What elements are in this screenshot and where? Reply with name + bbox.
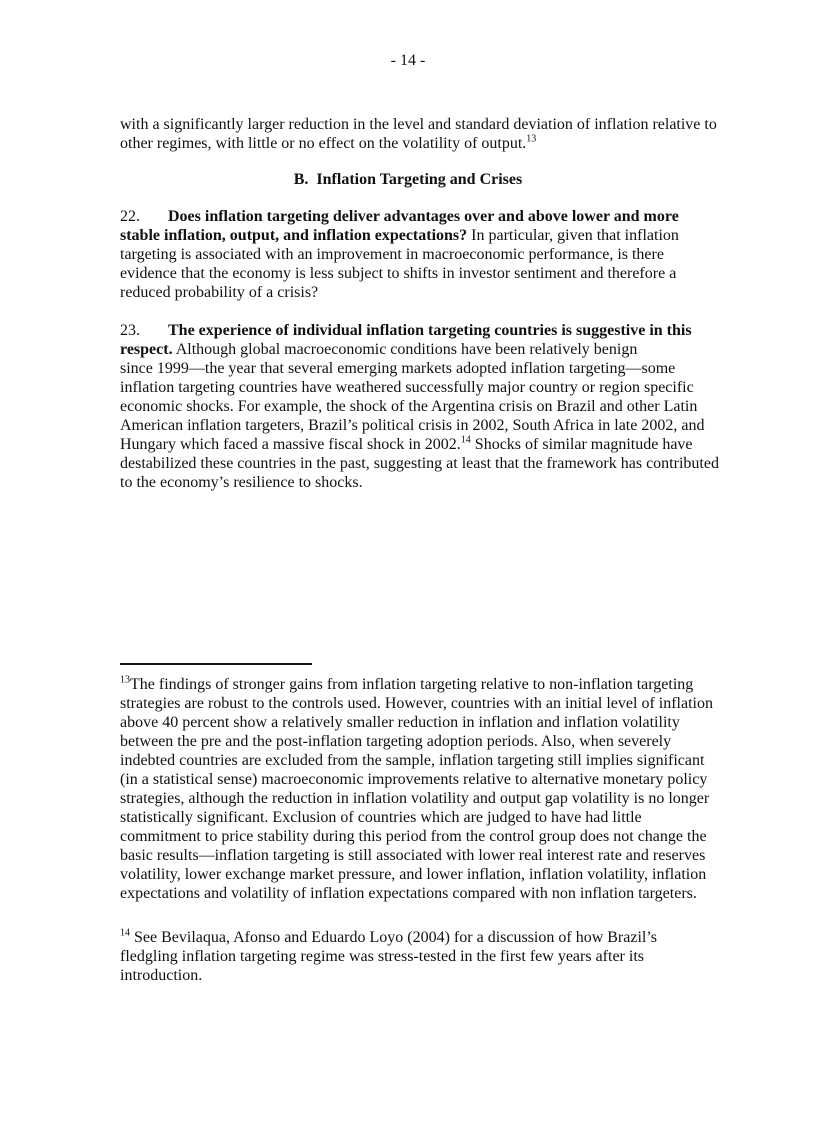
footnote13-line: [120, 675, 720, 694]
para23-line-7: [120, 435, 720, 454]
para22-number: 22.: [120, 208, 140, 225]
footnote13-marker: 13: [120, 674, 130, 686]
footnote13-line: basic results—inflation targeting is still associated with lower real interest rate and reserves: [120, 847, 706, 864]
para23-line-7a: Hungary which faced a massive fiscal shock in 2002.: [120, 436, 461, 453]
footnote13-line: above 40 percent show a relatively smaller reduction in inflation and inflation volatility: [120, 714, 680, 731]
intro-paragraph: [120, 115, 720, 153]
paragraph-22: [120, 207, 720, 302]
footnote13-line: between the pre and the post-inflation targeting adoption periods. Also, when severely: [120, 733, 672, 750]
footnote14-line: fledgling inflation targeting regime was stress-tested in the first few years after its: [120, 948, 644, 965]
para23-bold-2: respect.: [120, 341, 173, 358]
para23-line-3: since 1999—the year that several emerging markets adopted inflation targeting—some: [120, 360, 676, 377]
footnote-ref-14[interactable]: 14: [460, 434, 471, 446]
para22-line-4: evidence that the economy is less subject to shifts in investor sentiment and therefore a: [120, 265, 677, 282]
intro-line-2-text: other regimes, with little or no effect on the volatility of output.: [120, 135, 527, 152]
para22-line-5: reduced probability of a crisis?: [120, 284, 319, 301]
section-label: B.: [293, 171, 309, 188]
para22-line-1: [120, 207, 720, 226]
footnote-14: [120, 928, 720, 985]
para23-line-8: destabilized these countries in the past, suggesting at least that the framework has contributed: [120, 455, 719, 472]
para23-line-5: economic shocks. For example, the shock of the Argentina crisis on Brazil and other Latin: [120, 398, 698, 415]
footnote14-text: See Bevilaqua, Afonso and Eduardo Loyo (2004) for a discussion of how Brazil’s: [130, 929, 658, 946]
footnote13-line: strategies are robust to the controls used. However, countries with an initial level of inflation: [120, 695, 713, 712]
intro-line-1: with a significantly larger reduction in the level and standard deviation of inflation relative to: [120, 116, 717, 133]
footnote13-line: strategies, although the reduction in inflation volatility and output gap volatility is no longer: [120, 790, 710, 807]
para23-line-9: to the economy’s resilience to shocks.: [120, 474, 363, 491]
footnote-ref-13[interactable]: 13: [526, 133, 537, 145]
paragraph-23: [120, 321, 720, 492]
footnote13-line: expectations and volatility of inflation expectations compared with non inflation targeters.: [120, 885, 697, 902]
para22-bold-1: Does inflation targeting deliver advantages over and above lower and more: [168, 208, 679, 225]
para23-number: 23.: [120, 322, 140, 339]
section-title: Inflation Targeting and Crises: [316, 171, 523, 188]
footnote13-line: indebted countries are excluded from the sample, inflation targeting still implies significant: [120, 752, 705, 769]
para23-bold-1: The experience of individual inflation targeting countries is suggestive in this: [168, 322, 692, 339]
para23-rest-2: Although global macroeconomic conditions have been relatively benign: [172, 341, 638, 358]
para23-line-6: American inflation targeters, Brazil’s political crisis in 2002, South Africa in late 2002, and: [120, 417, 705, 434]
footnote14-marker: 14: [120, 927, 130, 939]
page-number: - 14 -: [390, 52, 426, 69]
footnote13-line: volatility, lower exchange market pressure, and lower inflation, inflation volatility, inflation: [120, 866, 707, 883]
para23-line-1: [120, 321, 720, 340]
footnote13-line: commitment to price stability during this period from the control group does not change the: [120, 828, 707, 845]
para23-line-7b: Shocks of similar magnitude have: [470, 436, 693, 453]
para23-line-2: [120, 340, 720, 359]
footnote14-line: introduction.: [120, 967, 203, 984]
footnote13-text: The findings of stronger gains from inflation targeting relative to non-inflation targeting: [130, 676, 694, 693]
intro-line-2: [120, 134, 720, 153]
footnote13-line: statistically significant. Exclusion of countries which are judged to have had little: [120, 809, 642, 826]
para22-line-3: targeting is associated with an improvement in macroeconomic performance, is there: [120, 246, 664, 263]
footnote14-line: [120, 928, 720, 947]
section-heading: [0, 170, 816, 189]
para23-line-4: inflation targeting countries have weathered successfully major country or region specific: [120, 379, 694, 396]
para22-bold-2: stable inflation, output, and inflation expectations?: [120, 227, 468, 244]
footnote-separator: [120, 663, 312, 665]
footnote-13: [120, 675, 720, 903]
footnote13-line: (in a statistical sense) macroeconomic improvements relative to alternative monetary policy: [120, 771, 708, 788]
para22-line-2: [120, 226, 720, 245]
para22-rest-2: In particular, given that inflation: [467, 227, 679, 244]
